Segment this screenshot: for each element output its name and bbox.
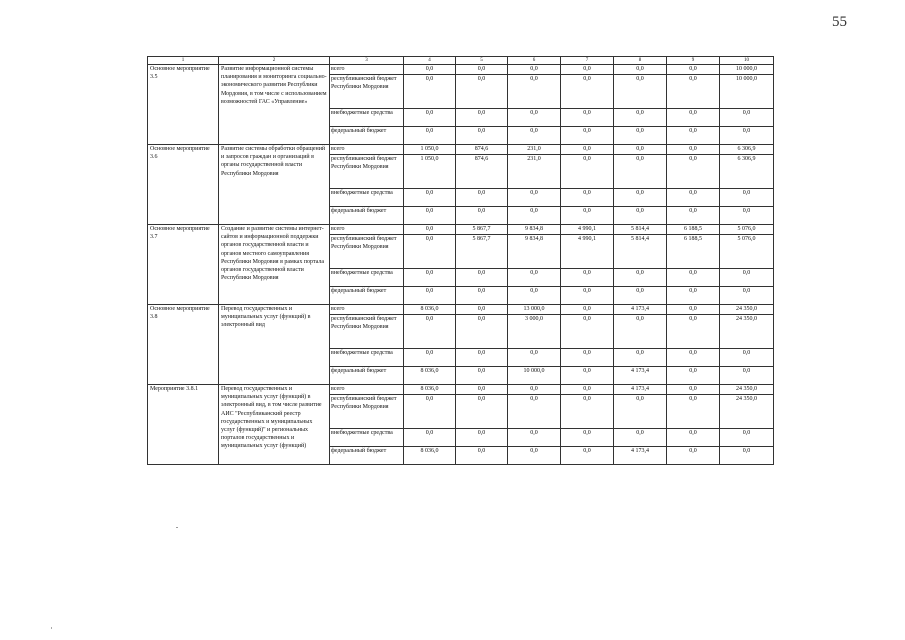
measure-name-cell: Перевод государственных и муниципальных услуг (функций) в электронный вид, в том числе развитие АИС "Республиканский реестр государственных и муниципальных услуг (функций)" и региональных порталов государственных и муниципальных услуг (функций) (219, 385, 330, 465)
funding-source-cell: республиканский бюджет Республики Мордовия (330, 75, 404, 109)
funding-source-cell: всего (330, 225, 404, 235)
value-cell: 0,0 (720, 287, 774, 305)
value-cell: 0,0 (667, 155, 720, 189)
value-cell: 3 000,0 (508, 315, 561, 349)
value-cell: 0,0 (404, 349, 456, 367)
value-cell: 0,0 (404, 235, 456, 269)
value-cell: 5 076,0 (720, 235, 774, 269)
column-header-5: 5 (456, 57, 508, 65)
funding-source-cell: федеральный бюджет (330, 287, 404, 305)
value-cell: 0,0 (456, 127, 508, 145)
measure-code-cell: Основное мероприятие 3.7 (148, 225, 219, 305)
value-cell: 10 000,0 (720, 75, 774, 109)
value-cell: 0,0 (404, 269, 456, 287)
value-cell: 0,0 (667, 65, 720, 75)
value-cell: 0,0 (508, 127, 561, 145)
scan-speck (176, 527, 178, 528)
value-cell: 4 173,4 (614, 385, 667, 395)
value-cell: 0,0 (667, 429, 720, 447)
measure-name-cell: Перевод государственных и муниципальных услуг (функций) в электронный вид (219, 305, 330, 385)
value-cell: 0,0 (404, 189, 456, 207)
value-cell: 0,0 (614, 155, 667, 189)
value-cell: 0,0 (456, 367, 508, 385)
value-cell: 0,0 (667, 75, 720, 109)
value-cell: 0,0 (614, 429, 667, 447)
value-cell: 0,0 (456, 429, 508, 447)
value-cell: 0,0 (667, 447, 720, 465)
value-cell: 0,0 (614, 189, 667, 207)
funding-source-cell: всего (330, 65, 404, 75)
table-row (148, 65, 774, 75)
value-cell: 0,0 (508, 447, 561, 465)
value-cell: 6 306,9 (720, 155, 774, 189)
value-cell: 24 350,0 (720, 395, 774, 429)
value-cell: 0,0 (561, 189, 614, 207)
table-row (148, 225, 774, 235)
value-cell: 0,0 (508, 395, 561, 429)
value-cell: 874,6 (456, 155, 508, 189)
value-cell: 10 000,0 (508, 367, 561, 385)
value-cell: 0,0 (614, 207, 667, 225)
value-cell: 0,0 (667, 287, 720, 305)
value-cell: 0,0 (614, 287, 667, 305)
column-header-8: 8 (614, 57, 667, 65)
column-header-3: 3 (330, 57, 404, 65)
table-row (148, 145, 774, 155)
measure-name-cell: Развитие системы обработки обращений и запросов граждан и организаций в органы государственной власти Республики Мордовия (219, 145, 330, 225)
value-cell: 4 990,1 (561, 235, 614, 269)
value-cell: 0,0 (720, 127, 774, 145)
scan-speck (51, 627, 52, 629)
value-cell: 0,0 (561, 287, 614, 305)
value-cell: 0,0 (667, 269, 720, 287)
value-cell: 0,0 (456, 349, 508, 367)
header-row (148, 57, 774, 65)
value-cell: 8 036,0 (404, 305, 456, 315)
value-cell: 0,0 (456, 269, 508, 287)
value-cell: 0,0 (508, 385, 561, 395)
value-cell: 6 188,5 (667, 235, 720, 269)
value-cell: 0,0 (667, 385, 720, 395)
value-cell: 0,0 (720, 189, 774, 207)
value-cell: 0,0 (667, 145, 720, 155)
funding-source-cell: внебюджетные средства (330, 429, 404, 447)
value-cell: 0,0 (614, 109, 667, 127)
value-cell: 0,0 (561, 127, 614, 145)
funding-source-cell: всего (330, 385, 404, 395)
column-header-2: 2 (219, 57, 330, 65)
table-body (148, 65, 774, 465)
value-cell: 0,0 (404, 207, 456, 225)
value-cell: 0,0 (508, 65, 561, 75)
value-cell: 5 867,7 (456, 225, 508, 235)
value-cell: 24 350,0 (720, 315, 774, 349)
value-cell: 13 000,0 (508, 305, 561, 315)
column-header-6: 6 (508, 57, 561, 65)
value-cell: 0,0 (614, 315, 667, 349)
funding-source-cell: федеральный бюджет (330, 367, 404, 385)
value-cell: 0,0 (561, 315, 614, 349)
value-cell: 231,0 (508, 155, 561, 189)
value-cell: 0,0 (456, 315, 508, 349)
funding-source-cell: федеральный бюджет (330, 127, 404, 145)
value-cell: 0,0 (614, 145, 667, 155)
column-header-7: 7 (561, 57, 614, 65)
value-cell: 0,0 (667, 127, 720, 145)
value-cell: 0,0 (404, 315, 456, 349)
value-cell: 0,0 (404, 109, 456, 127)
value-cell: 6 188,5 (667, 225, 720, 235)
value-cell: 0,0 (614, 269, 667, 287)
value-cell: 0,0 (561, 349, 614, 367)
value-cell: 0,0 (720, 109, 774, 127)
measure-name-cell: Создание и развитие системы интернет-сайтов и информационной поддержки органов государственной власти и органов местного самоуправления Республики Мордовия в рамках портала органов государственной власти Республики Мордовия (219, 225, 330, 305)
value-cell: 0,0 (456, 385, 508, 395)
funding-source-cell: республиканский бюджет Республики Мордовия (330, 395, 404, 429)
value-cell: 0,0 (667, 349, 720, 367)
measure-name-cell: Развитие информационной системы планирования и мониторинга социально-экономического развития Республики Мордовия, в том числе с использованием возможностей ГАС «Управление» (219, 65, 330, 145)
value-cell: 0,0 (561, 305, 614, 315)
value-cell: 0,0 (456, 109, 508, 127)
value-cell: 0,0 (404, 65, 456, 75)
value-cell: 0,0 (404, 225, 456, 235)
value-cell: 0,0 (667, 109, 720, 127)
value-cell: 8 036,0 (404, 447, 456, 465)
funding-table (147, 56, 774, 465)
value-cell: 0,0 (456, 65, 508, 75)
column-header-4: 4 (404, 57, 456, 65)
column-header-9: 9 (667, 57, 720, 65)
funding-source-cell: внебюджетные средства (330, 349, 404, 367)
column-header-1: 1 (148, 57, 219, 65)
funding-source-cell: внебюджетные средства (330, 109, 404, 127)
value-cell: 0,0 (561, 447, 614, 465)
value-cell: 0,0 (720, 447, 774, 465)
value-cell: 0,0 (561, 65, 614, 75)
value-cell: 0,0 (404, 395, 456, 429)
page-number: 55 (832, 14, 847, 30)
value-cell: 0,0 (561, 269, 614, 287)
value-cell: 0,0 (508, 189, 561, 207)
value-cell: 0,0 (561, 109, 614, 127)
value-cell: 4 173,4 (614, 305, 667, 315)
value-cell: 0,0 (561, 429, 614, 447)
value-cell: 0,0 (720, 349, 774, 367)
value-cell: 0,0 (561, 75, 614, 109)
value-cell: 0,0 (614, 65, 667, 75)
funding-source-cell: федеральный бюджет (330, 207, 404, 225)
value-cell: 0,0 (456, 287, 508, 305)
value-cell: 0,0 (667, 189, 720, 207)
value-cell: 0,0 (614, 127, 667, 145)
value-cell: 0,0 (720, 269, 774, 287)
table-row (148, 305, 774, 315)
value-cell: 0,0 (667, 305, 720, 315)
value-cell: 0,0 (404, 287, 456, 305)
value-cell: 0,0 (456, 305, 508, 315)
value-cell: 0,0 (508, 207, 561, 225)
value-cell: 0,0 (456, 447, 508, 465)
value-cell: 874,6 (456, 145, 508, 155)
funding-source-cell: республиканский бюджет Республики Мордовия (330, 235, 404, 269)
value-cell: 6 306,9 (720, 145, 774, 155)
value-cell: 9 834,8 (508, 235, 561, 269)
value-cell: 4 173,4 (614, 367, 667, 385)
funding-source-cell: всего (330, 305, 404, 315)
value-cell: 0,0 (456, 75, 508, 109)
value-cell: 0,0 (720, 207, 774, 225)
value-cell: 0,0 (404, 127, 456, 145)
measure-code-cell: Мероприятие 3.8.1 (148, 385, 219, 465)
value-cell: 0,0 (456, 189, 508, 207)
funding-source-cell: внебюджетные средства (330, 189, 404, 207)
value-cell: 0,0 (614, 395, 667, 429)
funding-source-cell: всего (330, 145, 404, 155)
value-cell: 0,0 (508, 287, 561, 305)
value-cell: 9 834,8 (508, 225, 561, 235)
funding-source-cell: республиканский бюджет Республики Мордовия (330, 155, 404, 189)
value-cell: 0,0 (667, 315, 720, 349)
value-cell: 0,0 (667, 207, 720, 225)
value-cell: 4 173,4 (614, 447, 667, 465)
funding-source-cell: республиканский бюджет Республики Мордовия (330, 315, 404, 349)
value-cell: 0,0 (561, 395, 614, 429)
value-cell: 0,0 (720, 429, 774, 447)
measure-code-cell: Основное мероприятие 3.5 (148, 65, 219, 145)
value-cell: 0,0 (508, 429, 561, 447)
value-cell: 10 000,0 (720, 65, 774, 75)
value-cell: 0,0 (404, 75, 456, 109)
value-cell: 0,0 (561, 145, 614, 155)
value-cell: 0,0 (667, 367, 720, 385)
value-cell: 0,0 (667, 395, 720, 429)
funding-source-cell: федеральный бюджет (330, 447, 404, 465)
table-header (148, 57, 774, 65)
value-cell: 4 990,1 (561, 225, 614, 235)
value-cell: 0,0 (508, 349, 561, 367)
value-cell: 0,0 (456, 395, 508, 429)
value-cell: 1 050,0 (404, 155, 456, 189)
value-cell: 0,0 (561, 155, 614, 189)
value-cell: 0,0 (508, 75, 561, 109)
value-cell: 5 814,4 (614, 235, 667, 269)
measure-code-cell: Основное мероприятие 3.6 (148, 145, 219, 225)
value-cell: 1 050,0 (404, 145, 456, 155)
value-cell: 0,0 (561, 207, 614, 225)
value-cell: 5 076,0 (720, 225, 774, 235)
value-cell: 0,0 (614, 349, 667, 367)
value-cell: 0,0 (508, 109, 561, 127)
value-cell: 5 867,7 (456, 235, 508, 269)
value-cell: 8 036,0 (404, 385, 456, 395)
value-cell: 0,0 (614, 75, 667, 109)
funding-source-cell: внебюджетные средства (330, 269, 404, 287)
value-cell: 231,0 (508, 145, 561, 155)
value-cell: 0,0 (720, 367, 774, 385)
value-cell: 24 350,0 (720, 305, 774, 315)
value-cell: 0,0 (404, 429, 456, 447)
measure-code-cell: Основное мероприятие 3.8 (148, 305, 219, 385)
value-cell: 0,0 (561, 367, 614, 385)
value-cell: 0,0 (456, 207, 508, 225)
value-cell: 0,0 (561, 385, 614, 395)
value-cell: 0,0 (508, 269, 561, 287)
value-cell: 5 814,4 (614, 225, 667, 235)
value-cell: 24 350,0 (720, 385, 774, 395)
table-row (148, 385, 774, 395)
value-cell: 8 036,0 (404, 367, 456, 385)
column-header-10: 10 (720, 57, 774, 65)
